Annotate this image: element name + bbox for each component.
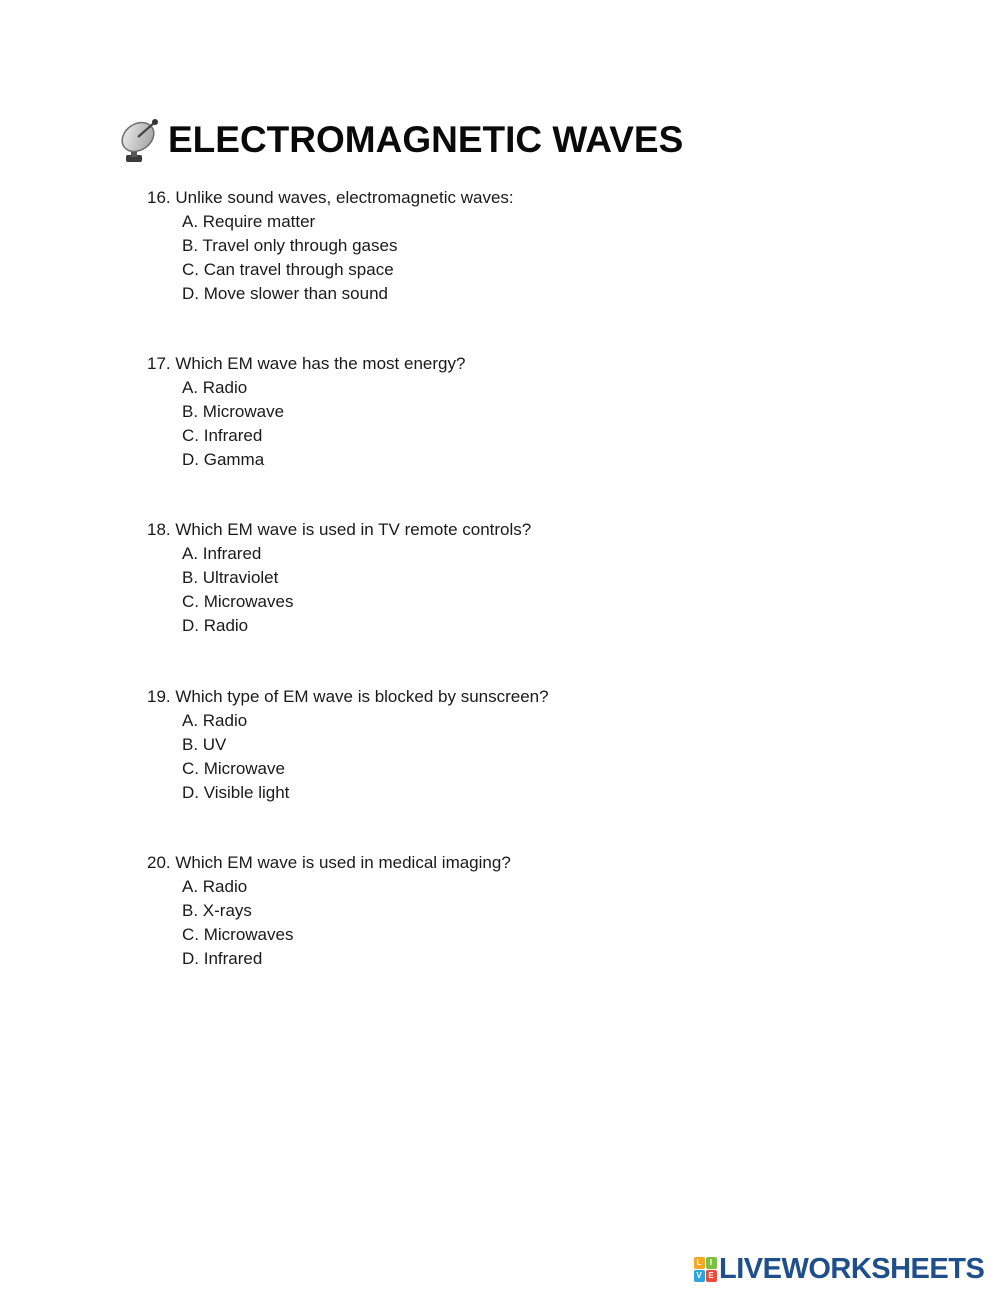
answer-option: B. UV (182, 735, 227, 754)
answer-options (147, 875, 511, 971)
question-text: 20. Which EM wave is used in medical imaging? (147, 853, 511, 872)
answer-option: C. Can travel through space (182, 260, 394, 279)
question-text: 19. Which type of EM wave is blocked by sunscreen? (147, 687, 549, 706)
logo-letter: E (706, 1270, 717, 1282)
liveworksheets-logo-icon (693, 1256, 717, 1282)
answer-option: C. Infrared (182, 426, 263, 445)
satellite-dish-icon (116, 115, 166, 165)
answer-options (147, 542, 531, 638)
answer-option: C. Microwave (182, 759, 285, 778)
answer-option: A. Require matter (182, 212, 316, 231)
answer-option: A. Radio (182, 378, 248, 397)
answer-option: B. X-rays (182, 901, 252, 920)
question-text: 17. Which EM wave has the most energy? (147, 354, 466, 373)
answer-options (147, 210, 514, 306)
question-17 (147, 352, 465, 472)
answer-option: C. Microwaves (182, 592, 294, 611)
answer-option: D. Gamma (182, 450, 265, 469)
question-20 (147, 851, 511, 971)
worksheet-header (116, 114, 683, 166)
logo-letter: V (694, 1270, 705, 1282)
question-text: 16. Unlike sound waves, electromagnetic waves: (147, 188, 514, 207)
answer-options (147, 376, 465, 472)
answer-option: B. Microwave (182, 402, 285, 421)
answer-option: D. Infrared (182, 949, 263, 968)
liveworksheets-brand (693, 1254, 984, 1284)
question-16 (147, 186, 514, 306)
page-title: ELECTROMAGNETIC WAVES (168, 119, 684, 160)
answer-option: C. Microwaves (182, 925, 294, 944)
question-19 (147, 685, 549, 805)
brand-name: LIVEWORKSHEETS (719, 1252, 985, 1285)
answer-option: A. Infrared (182, 544, 262, 563)
answer-option: D. Radio (182, 616, 249, 635)
answer-options (147, 709, 549, 805)
answer-option: A. Radio (182, 877, 248, 896)
answer-option: B. Ultraviolet (182, 568, 279, 587)
answer-option: A. Radio (182, 711, 248, 730)
logo-letter: I (706, 1257, 717, 1269)
answer-option: D. Visible light (182, 783, 290, 802)
answer-option: D. Move slower than sound (182, 284, 388, 303)
logo-letter: L (694, 1257, 705, 1269)
question-text: 18. Which EM wave is used in TV remote controls? (147, 520, 532, 539)
question-18 (147, 518, 531, 638)
answer-option: B. Travel only through gases (182, 236, 398, 255)
